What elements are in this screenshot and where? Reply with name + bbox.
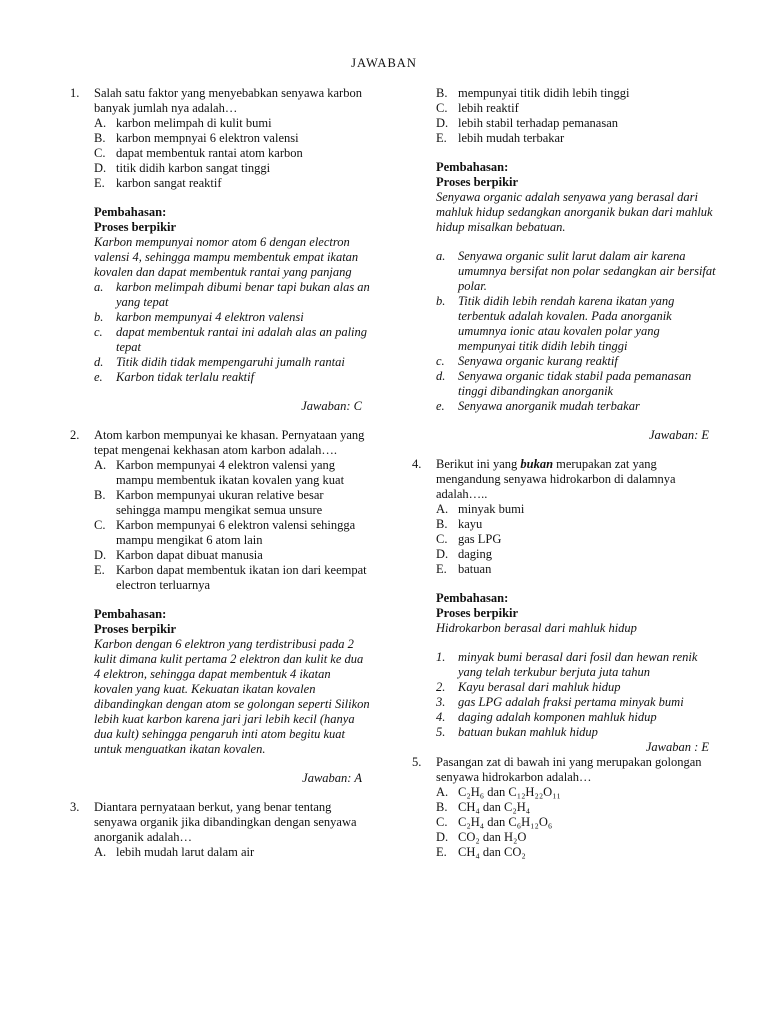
option (436, 116, 717, 131)
question-2 (70, 428, 370, 786)
note-text: Senyawa anorganik mudah terbakar (458, 399, 640, 413)
option-text: lebih mudah terbakar (458, 131, 565, 145)
option-letter: C. (94, 146, 106, 160)
explanation: Karbon dengan 6 elektron yang terdistribusi pada 2 kulit dimana kulit pertama 2 elektron dan kulit ke dua 4 elektron, sehingga dapat membentuk 4 ikatan kovalen yang kuat. Kekuatan ikatan kovalen dibandingkan dengan atom se golongan seperti Silikon lebih kuat karbon karena jari jari lebih kecil (hanya dua kult) sehingga pengaruh inti atom begitu kuat untuk menguatkan ikatan kovalen. (94, 637, 370, 756)
option-text: Karbon mempunyai 6 elektron valensi sehingga mampu mengikat 6 atom lain (116, 518, 356, 547)
note-letter: d. (94, 355, 104, 369)
option-letter: C. (436, 532, 448, 546)
option-text: C₂H₆ dan C₁₂H₂₂O₁₁ (458, 785, 561, 799)
question-text: Salah satu faktor yang menyebabkan senyawa karbon banyak jumlah nya adalah… (94, 86, 362, 115)
note (436, 725, 717, 740)
option-text: lebih stabil terhadap pemanasan (458, 116, 619, 130)
option-letter: C. (436, 815, 448, 829)
option-text: Karbon dapat dibuat manusia (116, 548, 263, 562)
note-letter: 3. (436, 695, 446, 709)
option-text: kayu (458, 517, 483, 531)
note-letter: c. (436, 354, 445, 368)
option (436, 86, 717, 101)
option-letter: C. (436, 101, 448, 115)
question-number: 3. (70, 800, 80, 814)
explanation: Hidrokarbon berasal dari mahluk hidup (436, 621, 637, 635)
proses-heading: Proses berpikir (94, 622, 177, 636)
note-text: Titik didih lebih rendah karena ikatan yang terbentuk adalah kovalen. Pada anorganik umumnya ionic atau kovalen polar yang mempunyai titik didih lebih tinggi (458, 294, 675, 353)
option-text: karbon mempnyai 6 elektron valensi (116, 131, 299, 145)
note (436, 294, 717, 354)
option-letter: D. (436, 547, 449, 561)
option (94, 116, 370, 131)
option (94, 548, 370, 563)
option-letter: B. (436, 86, 448, 100)
option (436, 131, 717, 146)
option-letter: E. (436, 562, 447, 576)
option-letter: E. (436, 131, 447, 145)
question-number: 1. (70, 86, 80, 100)
pembahasan-heading: Pembahasan: (436, 160, 509, 174)
note (436, 369, 717, 399)
answer: Jawaban: C (301, 399, 362, 413)
note-letter: 4. (436, 710, 446, 724)
option (436, 785, 717, 800)
option-letter: A. (94, 116, 107, 130)
note-text: gas LPG adalah fraksi pertama minyak bumi (458, 695, 684, 709)
option-text: gas LPG (458, 532, 502, 546)
option-text: batuan (458, 562, 492, 576)
note-text: Senyawa organic tidak stabil pada pemanasan tinggi dibandingkan anorganik (458, 369, 692, 398)
option (436, 517, 717, 532)
note (436, 354, 717, 369)
option-letter: D. (94, 548, 107, 562)
note-text: Senyawa organic sulit larut dalam air karena umumnya bersifat non polar sedangkan air bersifat polar. (458, 249, 716, 293)
option-text: lebih reaktif (458, 101, 519, 115)
option (436, 815, 717, 830)
option-text: minyak bumi (458, 502, 525, 516)
explanation: Senyawa organic adalah senyawa yang berasal dari mahluk hidup sedangkan anorganik bukan dari mahluk hidup misalkan bebatuan. (436, 190, 713, 234)
note-text: karbon melimpah dibumi benar tapi bukan alas an yang tepat (116, 280, 370, 309)
note (94, 370, 370, 385)
note-text: Karbon tidak terlalu reaktif (116, 370, 255, 384)
option-letter: D. (94, 161, 107, 175)
option (94, 146, 370, 161)
option (436, 101, 717, 116)
option (436, 502, 717, 517)
option-text: C₂H₄ dan C₆H₁₂O₆ (458, 815, 553, 829)
option (436, 800, 717, 815)
option-text: CO₂ dan H₂O (458, 830, 527, 844)
page-title: JAWABAN (351, 56, 417, 70)
option-letter: A. (436, 785, 449, 799)
option-text: karbon melimpah di kulit bumi (116, 116, 272, 130)
proses-heading: Proses berpikir (436, 606, 519, 620)
option (436, 532, 717, 547)
note (436, 249, 717, 294)
option-letter: B. (436, 517, 448, 531)
note (436, 695, 717, 710)
option-text: CH₄ dan CO₂ (458, 845, 526, 859)
pembahasan-heading: Pembahasan: (436, 591, 509, 605)
note (436, 680, 717, 695)
question-text: Diantara pernyataan berkut, yang benar tentang senyawa organik jika dibandingkan dengan senyawa anorganik adalah… (94, 800, 357, 844)
option-text: karbon sangat reaktif (116, 176, 222, 190)
question-text: Atom karbon mempunyai ke khasan. Pernyataan yang tepat mengenai kekhasan atom karbon adalah…. (94, 428, 365, 457)
option-text: CH₄ dan C₂H₄ (458, 800, 531, 814)
option-letter: E. (94, 563, 105, 577)
option-text: mempunyai titik didih lebih tinggi (458, 86, 630, 100)
note-text: daging adalah komponen mahluk hidup (458, 710, 657, 724)
question-number: 4. (412, 457, 422, 471)
note (94, 280, 370, 310)
option-text: lebih mudah larut dalam air (116, 845, 255, 859)
option-letter: B. (94, 488, 106, 502)
question-4 (412, 457, 717, 755)
note-letter: b. (436, 294, 446, 308)
option (94, 131, 370, 146)
note-text: Titik didih tidak mempengaruhi jumalh rantai (116, 355, 345, 369)
note-letter: 5. (436, 725, 446, 739)
option (436, 830, 717, 845)
question-5 (412, 755, 717, 860)
option (94, 518, 370, 548)
note (436, 710, 717, 725)
note-letter: 2. (436, 680, 446, 694)
pembahasan-heading: Pembahasan: (94, 205, 167, 219)
question-3-continued (412, 86, 717, 443)
question-1 (70, 86, 370, 414)
option-letter: D. (436, 116, 449, 130)
answer: Jawaban: A (302, 771, 362, 785)
option (94, 488, 370, 518)
option (94, 161, 370, 176)
option (94, 176, 370, 191)
option (436, 845, 717, 860)
note-text: minyak bumi berasal dari fosil dan hewan renik yang telah terkubur berjuta juta tahun (458, 650, 698, 679)
option-letter: A. (94, 458, 107, 472)
note-letter: e. (436, 399, 445, 413)
option-letter: E. (94, 176, 105, 190)
option-letter: A. (436, 502, 449, 516)
note (436, 399, 717, 414)
note-letter: e. (94, 370, 103, 384)
note-letter: a. (94, 280, 104, 294)
note-text: batuan bukan mahluk hidup (458, 725, 598, 739)
option-letter: C. (94, 518, 106, 532)
note-text: dapat membentuk rantai ini adalah alas an paling tepat (116, 325, 368, 354)
option-letter: B. (436, 800, 448, 814)
question-text: Pasangan zat di bawah ini yang merupakan golongan senyawa hidrokarbon adalah… (436, 755, 702, 784)
question-number: 5. (412, 755, 422, 769)
pembahasan-heading: Pembahasan: (94, 607, 167, 621)
note-text: Kayu berasal dari mahluk hidup (458, 680, 621, 694)
left-column (70, 86, 370, 860)
option-text: Karbon mempunyai ukuran relative besar sehingga mampu mengikat semua unsure (116, 488, 324, 517)
answer: Jawaban : E (645, 740, 709, 754)
option-text: titik didih karbon sangat tinggi (116, 161, 271, 175)
note-letter: c. (94, 325, 103, 339)
option-text: dapat membentuk rantai atom karbon (116, 146, 303, 160)
option (436, 547, 717, 562)
option-text: daging (458, 547, 493, 561)
note-letter: b. (94, 310, 104, 324)
option-text: Karbon dapat membentuk ikatan ion dari keempat electron terluarnya (116, 563, 367, 592)
option-letter: E. (436, 845, 447, 859)
note-text: Senyawa organic kurang reaktif (458, 354, 618, 368)
explanation: Karbon mempunyai nomor atom 6 dengan electron valensi 4, sehingga mampu membentuk empat ikatan kovalen dan dapat membentuk rantai yang panjang (94, 235, 359, 279)
option (94, 563, 370, 593)
note-letter: 1. (436, 650, 446, 664)
answer: Jawaban: E (648, 428, 709, 442)
emphasis-word: bukan (520, 457, 554, 471)
note-letter: d. (436, 369, 446, 383)
question-number: 2. (70, 428, 80, 442)
question-text: Berikut ini yang bukan merupakan zat yang mengandung senyawa hidrokarbon di dalamnya adalah….. (436, 457, 676, 501)
option (436, 562, 717, 577)
option-letter: B. (94, 131, 106, 145)
note (94, 310, 370, 325)
option-letter: A. (94, 845, 107, 859)
option (94, 845, 370, 860)
note-text: karbon mempunyai 4 elektron valensi (116, 310, 304, 324)
note (436, 650, 717, 680)
right-column (412, 86, 717, 860)
proses-heading: Proses berpikir (436, 175, 519, 189)
note-letter: a. (436, 249, 446, 263)
option-text: Karbon mempunyai 4 elektron valensi yang mampu membentuk ikatan kovalen yang kuat (116, 458, 345, 487)
option-letter: D. (436, 830, 449, 844)
note (94, 355, 370, 370)
proses-heading: Proses berpikir (94, 220, 177, 234)
question-3 (70, 800, 370, 860)
note (94, 325, 370, 355)
option (94, 458, 370, 488)
